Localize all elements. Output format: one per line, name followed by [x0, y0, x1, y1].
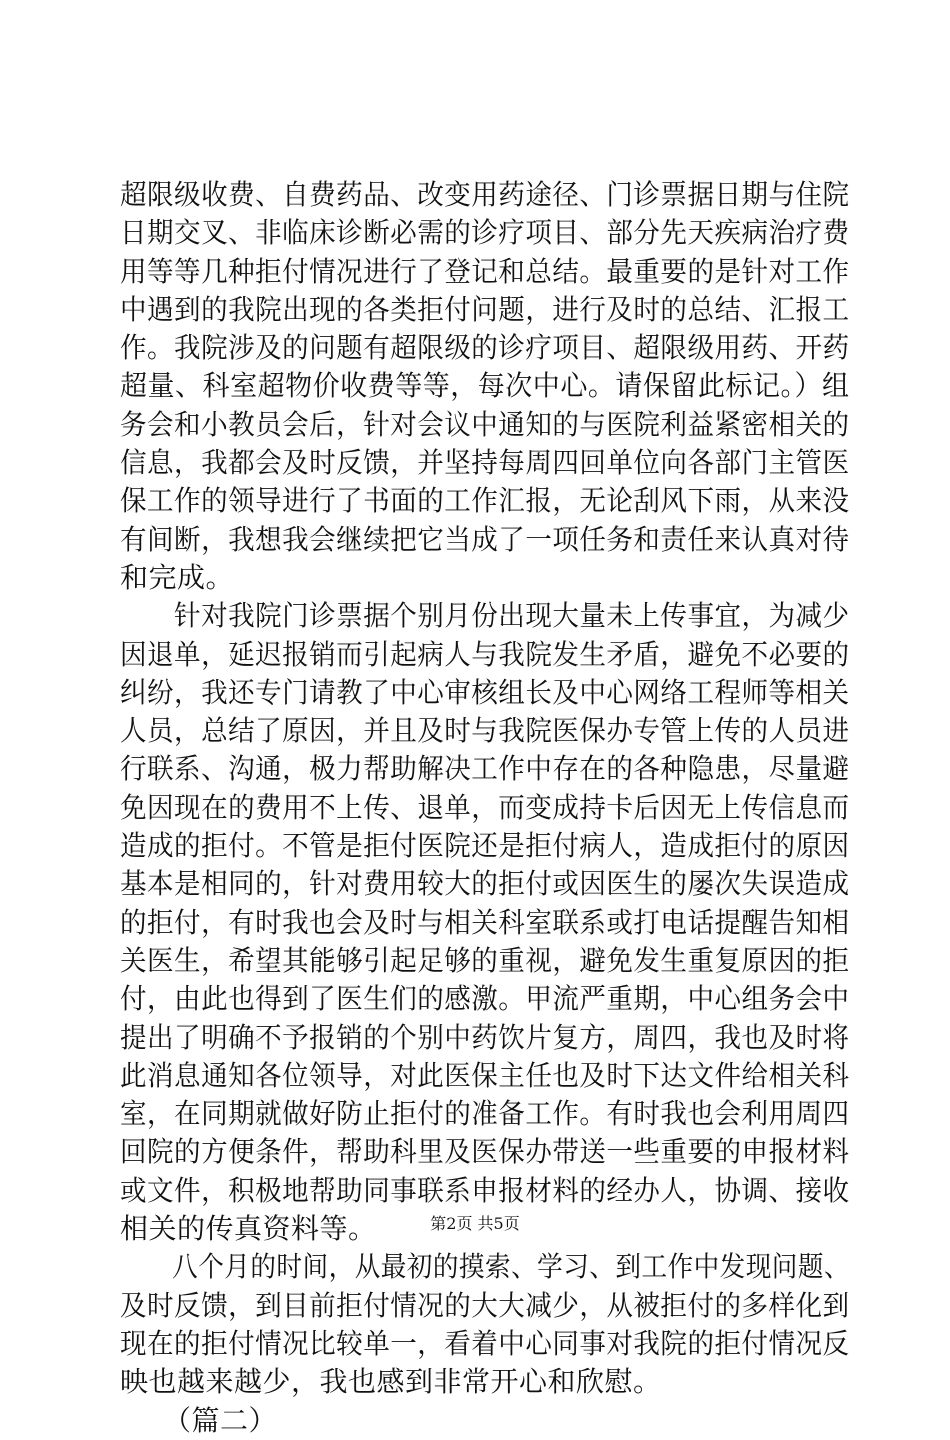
text-line: 和完成。 — [120, 560, 235, 594]
text-line: 用等等几种拒付情况进行了登记和总结。最重要的是针对工作 — [120, 254, 850, 288]
text-line: 免因现在的费用不上传、退单，而变成持卡后因无上传信息而 — [120, 790, 850, 824]
text-line: 现在的拒付情况比较单一，看着中心同事对我院的拒付情况反 — [120, 1326, 850, 1360]
text-line: 中遇到的我院出现的各类拒付问题，进行及时的总结、汇报工 — [120, 292, 850, 326]
page-footer: 第2页 共5页 — [430, 1214, 520, 1233]
text-line: 超限级收费、自费药品、改变用药途径、门诊票据日期与住院 — [120, 178, 850, 211]
text-line: 超量、科室超物价收费等等，每次中心。请保留此标记。）组 — [120, 369, 850, 403]
text-line: 行联系、沟通，极力帮助解决工作中存在的各种隐患，尽量避 — [120, 752, 850, 786]
text-line: 日期交叉、非临床诊断必需的诊疗项目、部分先天疾病治疗费 — [120, 216, 850, 250]
text-line: 信息，我都会及时反馈，并坚持每周四回单位向各部门主管医 — [120, 446, 850, 480]
text-line: 有间断，我想我会继续把它当成了一项任务和责任来认真对待 — [120, 522, 850, 556]
text-line: 作。我院涉及的问题有超限级的诊疗项目、超限级用药、开药 — [120, 331, 850, 365]
text-line: 提出了明确不予报销的个别中药饮片复方，周四，我也及时将 — [120, 1020, 850, 1054]
text-line: 针对我院门诊票据个别月份出现大量未上传事宜，为减少 — [120, 599, 850, 633]
text-line: 付，由此也得到了医生们的感激。甲流严重期，中心组务会中 — [120, 982, 850, 1016]
text-line: 回院的方便条件，帮助科里及医保办带送一些重要的申报材料 — [120, 1135, 850, 1169]
text-line: 因退单，延迟报销而引起病人与我院发生矛盾，避免不必要的 — [120, 637, 850, 671]
text-line: 八个月的时间，从最初的摸索、学习、到工作中发现问题、 — [120, 1250, 851, 1284]
text-line: 或文件，积极地帮助同事联系申报材料的经办人，协调、接收 — [120, 1173, 850, 1207]
text-line: 相关的传真资料等。 — [120, 1212, 377, 1246]
text-line: 造成的拒付。不管是拒付医院还是拒付病人，造成拒付的原因 — [120, 829, 850, 863]
text-line: 务会和小教员会后，针对会议中通知的与医院利益紧密相关的 — [120, 407, 850, 441]
text-line: 的拒付，有时我也会及时与相关科室联系或打电话提醒告知相 — [120, 905, 850, 939]
text-line: 保工作的领导进行了书面的工作汇报，无论刮风下雨，从来没 — [120, 484, 850, 518]
text-line: 及时反馈，到目前拒付情况的大大减少，从被拒付的多样化到 — [120, 1288, 850, 1322]
text-line: 映也越来越少，我也感到非常开心和欣慰。 — [120, 1365, 662, 1399]
text-line: 基本是相同的，针对费用较大的拒付或因医生的屡次失误造成 — [120, 867, 850, 901]
text-line: 此消息通知各位领导，对此医保主任也及时下达文件给相关科 — [120, 1058, 850, 1092]
text-line: 关医生，希望其能够引起足够的重视，避免发生重复原因的拒 — [120, 943, 850, 977]
text-line: （篇二） — [120, 1403, 278, 1437]
text-line: 室，在同期就做好防止拒付的准备工作。有时我也会利用周四 — [120, 1097, 850, 1131]
text-line: 纠纷，我还专门请教了中心审核组长及中心网络工程师等相关 — [120, 675, 850, 709]
text-line: 人员，总结了原因，并且及时与我院医保办专管上传的人员进 — [120, 714, 850, 748]
document-body — [120, 176, 850, 1440]
